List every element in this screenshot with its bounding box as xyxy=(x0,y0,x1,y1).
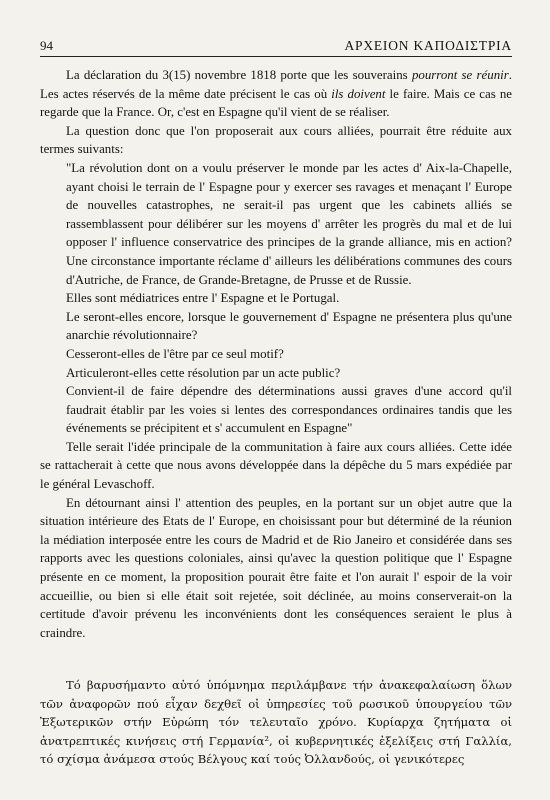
text-run: . Les actes réservés de la même date précisent le cas où xyxy=(40,68,512,101)
paragraph: Telle serait l'idée principale de la communitation à faire aux cours alliées. Cette idée se rattacherait à cette que nous avons développée dans la dépêche du 5 mars expédiée par le général Levaschoff. xyxy=(40,439,512,492)
quoted-paragraph: Le seront-elles encore, lorsque le gouvernement d' Espagne ne présentera plus qu'une anarchie révolutionnaire? xyxy=(66,309,512,343)
italic-run: ils doivent xyxy=(331,86,386,101)
italic-run: pourront se réunir xyxy=(411,68,509,82)
paragraph: En détournant ainsi l' attention des peuples, en la portant sur un objet autre que la situation intérieure des Etats de l' Europe, en choisissant pour but déterminé de la réunion la médiation interposée entre les cours de Madrid et de Rio Janeiro et considérée dans ses rapports avec les questions coloniales, ainsi qu'avec la question politique que l' Espagne présente en ce moment, la proposition pourait être faite et l'on aurait l' espoir de la voir accueillie, ou bien si elle était soit rejetée, soit déclinée, au moins conserverait-on la certitude d'avoir prévenu les inconvénients dont les conséquences seraient le plus à craindre. xyxy=(40,495,512,640)
paragraph xyxy=(40,66,512,122)
quoted-paragraph: Cesseront-elles de l'être par ce seul motif? xyxy=(66,346,284,361)
quoted-paragraph: Elles sont médiatrices entre l' Espagne et le Portugal. xyxy=(66,291,340,306)
page-header xyxy=(40,38,512,54)
page-number: 94 xyxy=(40,38,53,53)
section-gap xyxy=(40,642,512,676)
paragraph: Τό βαρυσήμαντο αὐτό ὑπόμνημα περιλάμβανε τήν ἀνακεφαλαίωση ὅλων τῶν ἀναφορῶν πού εἶχαν δεχθεῖ οἱ ὑπηρεσίες τοῦ ρωσικοῦ ὑπουργείου τῶν Ἐξωτερικῶν στήν Εὐρώπη τόν τελευταῖο χρόνο. Κυρίαρχα ζητήματα οἱ ἀνατρεπτικές κινήσεις στή Γερμανία², οἱ κυβερνητικές ἐξελίξεις στή Γαλλία, τό σχίσμα ἀνάμεσα στούς Βέλγους καί τούς Ὀλλανδούς, οἱ γενικότερες xyxy=(40,678,512,767)
quoted-paragraph: "La révolution dont on a voulu préserver le monde par les actes d' Aix-la-Chapelle, ayant choisi le terrain de l' Espagne pour y exercer ses ravages et menaçant l' Europe de nouvelles catastrophes, ne serait-il pas urgent que les cabinets alliés se rassemblassent pour délibérer sur les moyens d' arrêter les progrès du mal et de lui opposer l' influence conservatrice des principes de la grande alliance, mis en action? Une circonstance importante réclame d' ailleurs les délibérations communes des cours d'Autriche, de France, de Grande-Bretagne, de Prusse et de Russie. xyxy=(66,160,512,287)
running-title: ΑΡΧΕΙΟΝ ΚΑΠΟΔΙΣΤΡΙΑ xyxy=(344,38,512,53)
header-rule xyxy=(40,56,512,57)
text-run: La déclaration du 3(15) novembre 1818 porte que les souverains xyxy=(66,68,412,82)
quoted-paragraph: Convient-il de faire dépendre des déterminations aussi graves d'une accord qu'il faudrait établir par les voies si lentes des correspondances ordinaires tandis que les événements se précipitent et s' accumulent en Espagne" xyxy=(66,384,512,436)
quoted-paragraph: Articuleront-elles cette résolution par un acte public? xyxy=(66,365,341,380)
paragraph: La question donc que l'on proposerait aux cours alliées, pourrait être réduite aux termes suivants: xyxy=(40,123,512,157)
text-run: le faire. Mais ce cas ne regarde que la France. Or, c'est en Espagne qu'il vient de se réaliser. xyxy=(40,86,512,120)
main-text xyxy=(40,66,512,769)
greek-commentary xyxy=(40,676,512,769)
